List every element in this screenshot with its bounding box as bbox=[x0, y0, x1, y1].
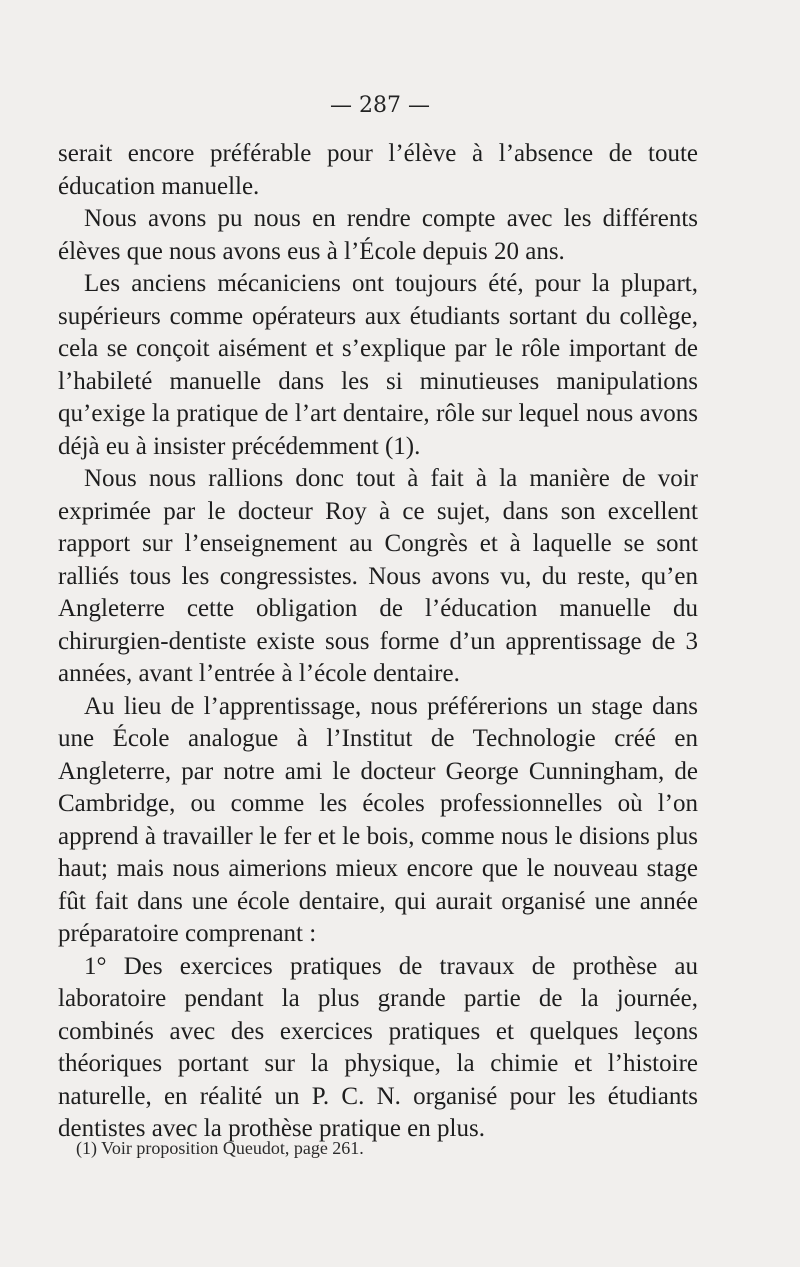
page-number: — 287 — bbox=[330, 93, 430, 118]
footnote: (1) Voir proposition Queudot, page 261. bbox=[76, 1138, 364, 1158]
paragraph-continuation: serait encore préférable pour l’élève à l’absence de toute éducation manuelle. bbox=[58, 140, 698, 200]
paragraph-list-item: 1° Des exercices pratiques de travaux de prothèse au laboratoire pendant la plus grande partie de la journée, combinés avec des exercices pratiques et quelques leçons théoriques portant sur la physique, la chimie et l’histoire naturelle, en réalité un P. C. N. organisé pour les étudiants dentistes avec la prothèse pratique en plus. bbox=[58, 952, 698, 1142]
body-text bbox=[58, 138, 698, 1146]
paragraph: Au lieu de l’apprentissage, nous préférerions un stage dans une École analogue à l’Institut de Technologie créé en Angleterre, par notre ami le docteur George Cunningham, de Cambridge, ou comme les écoles professionnelles où l’on apprend à travailler le fer et le bois, comme nous le disions plus haut; mais nous aimerions mieux encore que le nouveau stage fût fait dans une école dentaire, qui aurait organisé une année préparatoire comprenant : bbox=[58, 692, 698, 947]
paragraph: Nous avons pu nous en rendre compte avec les différents élèves que nous avons eus à l’École depuis 20 ans. bbox=[58, 205, 698, 265]
paragraph: Nous nous rallions donc tout à fait à la manière de voir exprimée par le docteur Roy à ce sujet, dans son excellent rapport sur l’enseignement au Congrès et à laquelle se sont ralliés tous les congressistes. Nous avons vu, du reste, qu’en Angleterre cette obligation de l’éducation manuelle du chirurgien-dentiste existe sous forme d’un apprentissage de 3 années, avant l’entrée à l’école dentaire. bbox=[58, 465, 698, 687]
paragraph: Les anciens mécaniciens ont toujours été, pour la plupart, supérieurs comme opérateurs aux étudiants sortant du collège, cela se conçoit aisément et s’explique par le rôle important de l’habileté manuelle dans les si minutieuses manipulations qu’exige la pratique de l’art dentaire, rôle sur lequel nous avons déjà eu à insister précédemment (1). bbox=[58, 270, 698, 460]
